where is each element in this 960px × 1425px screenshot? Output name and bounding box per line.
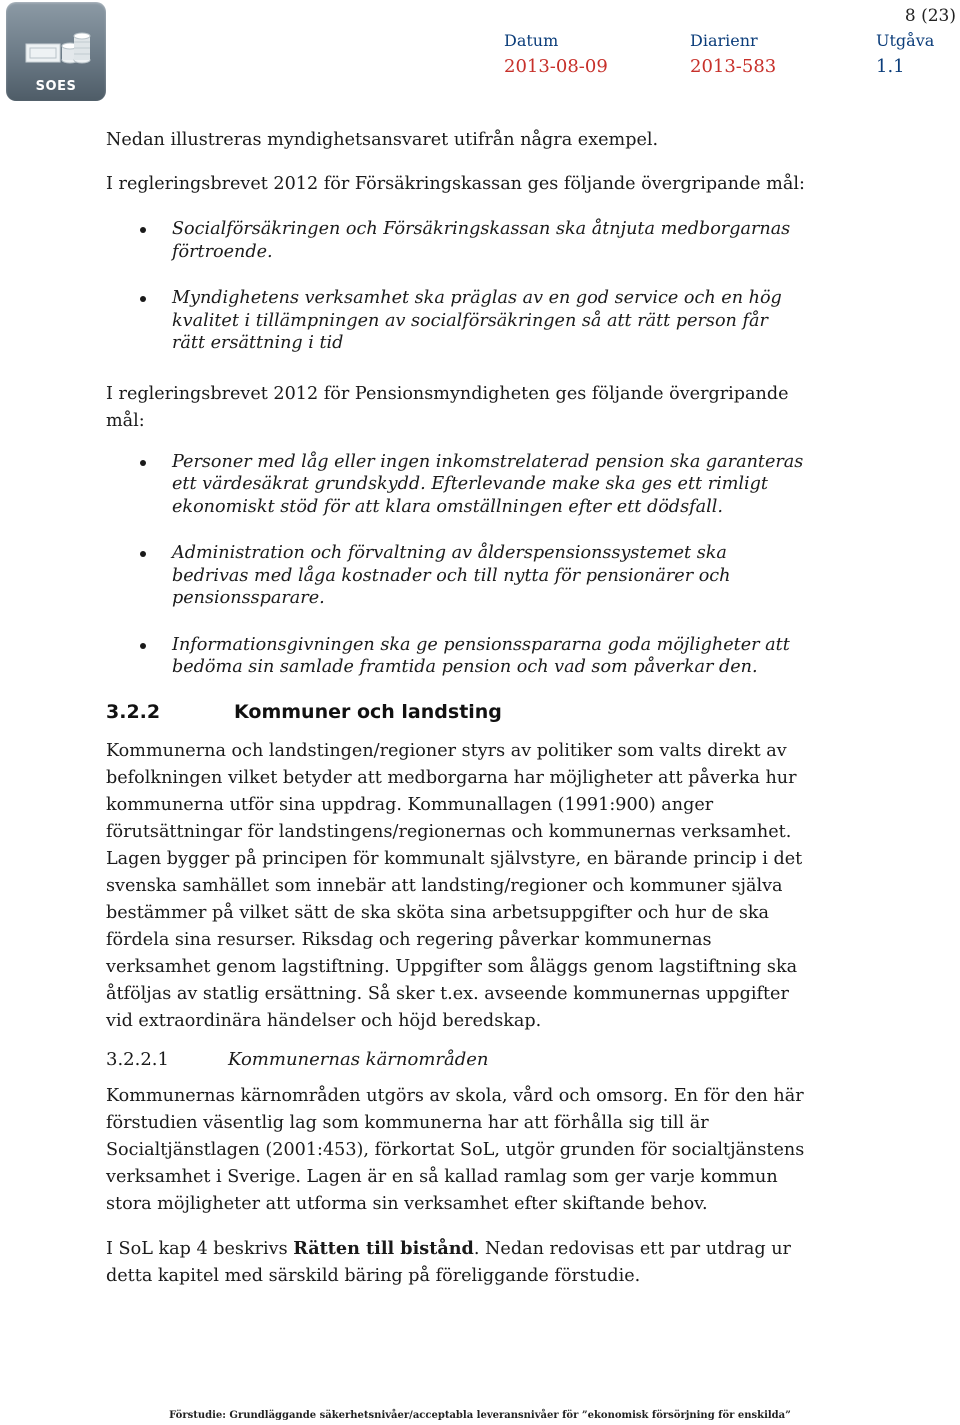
closing-paragraph bbox=[106, 1235, 806, 1290]
list-item: Socialförsäkringen och Försäkringskassan ska åtnjuta medborgarnas förtroende. bbox=[106, 218, 806, 263]
pm-goals-list bbox=[106, 451, 806, 679]
section-number: 3.2.2 bbox=[106, 700, 161, 723]
diarienr-label: Diarienr bbox=[690, 31, 758, 50]
section-heading bbox=[106, 700, 806, 724]
intro-paragraph: Nedan illustreras myndighetsansvaret utifrån några exempel. bbox=[106, 130, 659, 150]
diarienr-value: 2013-583 bbox=[690, 56, 777, 77]
subsection-title: Kommunernas kärnområden bbox=[228, 1048, 489, 1070]
pm-intro-paragraph: I regleringsbrevet 2012 för Pensionsmyndigheten ges följande övergripande mål: bbox=[106, 383, 789, 431]
closing-bold-term: Rätten till bistånd bbox=[293, 1237, 474, 1259]
list-item: Administration och förvaltning av ålderspensionssystemet ska bedrivas med låga kostnader och till nytta för pensionärer och pensionssparare. bbox=[106, 542, 806, 610]
utgava-block bbox=[876, 31, 934, 77]
page-footer: Förstudie: Grundläggande säkerhetsnivåer/acceptabla leveransnivåer för ”ekonomisk försörjning för enskilda” bbox=[169, 1410, 791, 1421]
closing-text-end: . Nedan redovisas ett par utdrag ur detta kapitel med särskild bäring på föreliggande förstudie. bbox=[106, 1238, 791, 1286]
diarienr-block bbox=[690, 31, 776, 77]
soes-logo bbox=[6, 2, 106, 101]
page-number: 8 (23) bbox=[904, 6, 956, 26]
subsection-paragraph: Kommunernas kärnområden utgörs av skola, vård och omsorg. En för den här förstudien väsentlig lag som kommunerna har att förhålla sig till är Socialtjänstlagen (2001:453), förkortat SoL, utgör grunden för socialtjänstens verksamhet i Sverige. Lagen är en så kallad ramlag som ger varje kommun stora möjligheter att utforma sin verksamhet efter skiftande behov. bbox=[106, 1085, 805, 1214]
utgava-value: 1.1 bbox=[876, 56, 905, 77]
date-block bbox=[504, 31, 608, 77]
subsection-heading bbox=[106, 1048, 806, 1072]
section-paragraph: Kommunerna och landstingen/regioner styrs av politiker som valts direkt av befolkningen vilket betyder att medborgarna har möjligheter att påverka hur kommunerna utför sina uppdrag. Kommunallagen (1991:900) anger förutsättningar för landstingens/regionernas och kommunernas verksamhet. Lagen bygger på principen för kommunalt självstyre, en bärande princip i det svenska samhället som innebär att landsting/regioner och kommuner själva bestämmer på vilket sätt de ska sköta sina arbetsuppgifter och hur de ska fördela sina resurser. Riksdag och regering påverkar kommunernas verksamhet genom lagstiftning. Uppgifter som åläggs genom lagstiftning ska åtföljas av statlig ersättning. Så sker t.ex. avseende kommunernas uppgifter vid extraordinära händelser och höjd beredskap. bbox=[106, 740, 803, 1031]
fk-intro-paragraph: I regleringsbrevet 2012 för Försäkringskassan ges följande övergripande mål: bbox=[106, 174, 805, 194]
list-item: Personer med låg eller ingen inkomstrelaterad pension ska garanteras ett värdesäkrat grundskydd. Efterlevande make ska ges ett rimligt ekonomiskt stöd för att klara omställningen efter ett dödsfall. bbox=[106, 451, 806, 519]
closing-text-start: I SoL kap 4 beskrivs bbox=[106, 1238, 294, 1259]
logo-label: SOES bbox=[35, 79, 77, 94]
coin-stack-icon bbox=[6, 10, 106, 80]
subsection-number: 3.2.2.1 bbox=[106, 1048, 169, 1070]
date-label: Datum bbox=[504, 31, 559, 50]
list-item: Myndighetens verksamhet ska präglas av en god service och en hög kvalitet i tillämpningen av socialförsäkringen så att rätt person får rätt ersättning i tid bbox=[106, 287, 806, 355]
utgava-label: Utgåva bbox=[876, 31, 935, 50]
date-value: 2013-08-09 bbox=[504, 56, 608, 77]
document-body bbox=[106, 127, 806, 1290]
list-item: Informationsgivningen ska ge pensionsspararna goda möjligheter att bedöma sin samlade framtida pension och vad som påverkar den. bbox=[106, 634, 806, 679]
section-title: Kommuner och landsting bbox=[234, 700, 502, 723]
fk-goals-list bbox=[106, 218, 806, 355]
